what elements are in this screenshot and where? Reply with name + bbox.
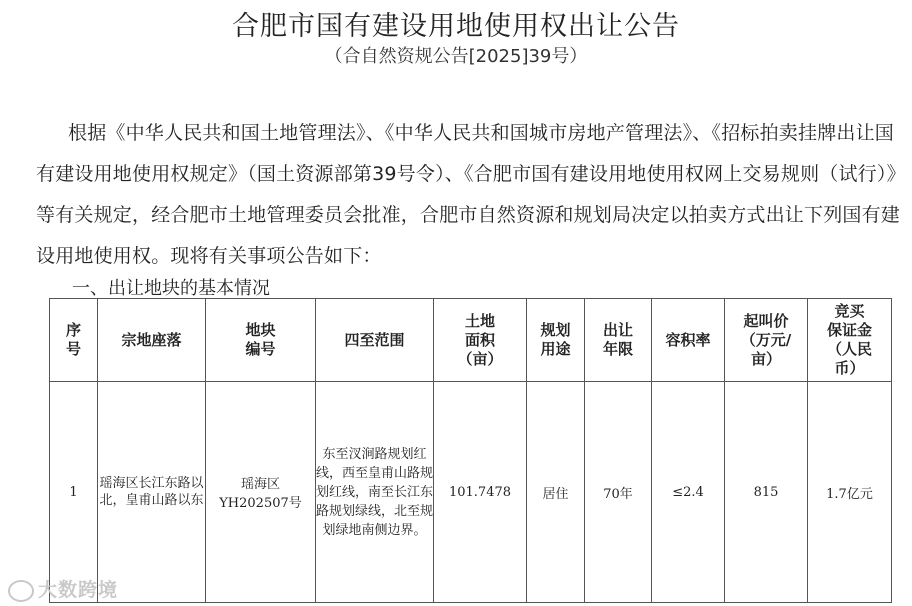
- section-heading: 一、出让地块的基本情况: [72, 278, 270, 299]
- watermark-logo-icon: [8, 580, 34, 602]
- parcel-table: [49, 298, 892, 603]
- cell-boundary: 东至汊涧路规划红线，西至皇甫山路规划红线，南至长江东路规划绿线，北至规划绿地南侧边界。: [316, 382, 434, 603]
- document-number: （合自然资规公告[2025]39号）: [324, 46, 588, 67]
- cell-deposit: 1.7亿元: [808, 382, 892, 603]
- cell-area: 101.7478: [434, 382, 527, 603]
- cell-term: 70年: [585, 382, 652, 603]
- cell-no: 1: [50, 382, 98, 603]
- header-parcel-no: 地块 编号: [206, 299, 316, 382]
- header-use: 规划 用途: [527, 299, 585, 382]
- table-row: [50, 382, 892, 603]
- parcel-code: YH202507号: [219, 496, 302, 511]
- header-term: 出让 年限: [585, 299, 652, 382]
- notice-title: 合肥市国有建设用地使用权出让公告: [232, 11, 680, 42]
- cell-location: 瑶海区长江东路以北，皇甫山路以东: [98, 382, 206, 603]
- header-deposit: 竞买 保证金 （人民 币）: [808, 299, 892, 382]
- header-far: 容积率: [652, 299, 725, 382]
- cell-use: 居住: [527, 382, 585, 603]
- header-boundary: 四至范围: [316, 299, 434, 382]
- header-start-price: 起叫价 （万元/ 亩）: [725, 299, 808, 382]
- watermark-text: 大数跨境: [38, 579, 119, 601]
- table-header-row: [50, 299, 892, 382]
- header-location: 宗地座落: [98, 299, 206, 382]
- cell-parcel-no: [206, 382, 316, 603]
- parcel-district: 瑶海区: [240, 477, 280, 492]
- watermark: [8, 575, 118, 602]
- header-area: 土地 面积 （亩）: [434, 299, 527, 382]
- header-no: 序 号: [50, 299, 98, 382]
- intro-paragraph: 根据《中华人民共和国土地管理法》、《中华人民共和国城市房地产管理法》、《招标拍卖挂牌出让国有建设用地使用权规定》（国土资源部第39号令）、《合肥市国有建设用地使用权网上交易规则（试行）》等有关规定，经合肥市土地管理委员会批准，合肥市自然资源和规划局决定以拍卖方式出让下列国有建设用地使用权。现将有关事项公告如下：: [36, 122, 901, 267]
- cell-far: ≤2.4: [652, 382, 725, 603]
- cell-start-price: 815: [725, 382, 808, 603]
